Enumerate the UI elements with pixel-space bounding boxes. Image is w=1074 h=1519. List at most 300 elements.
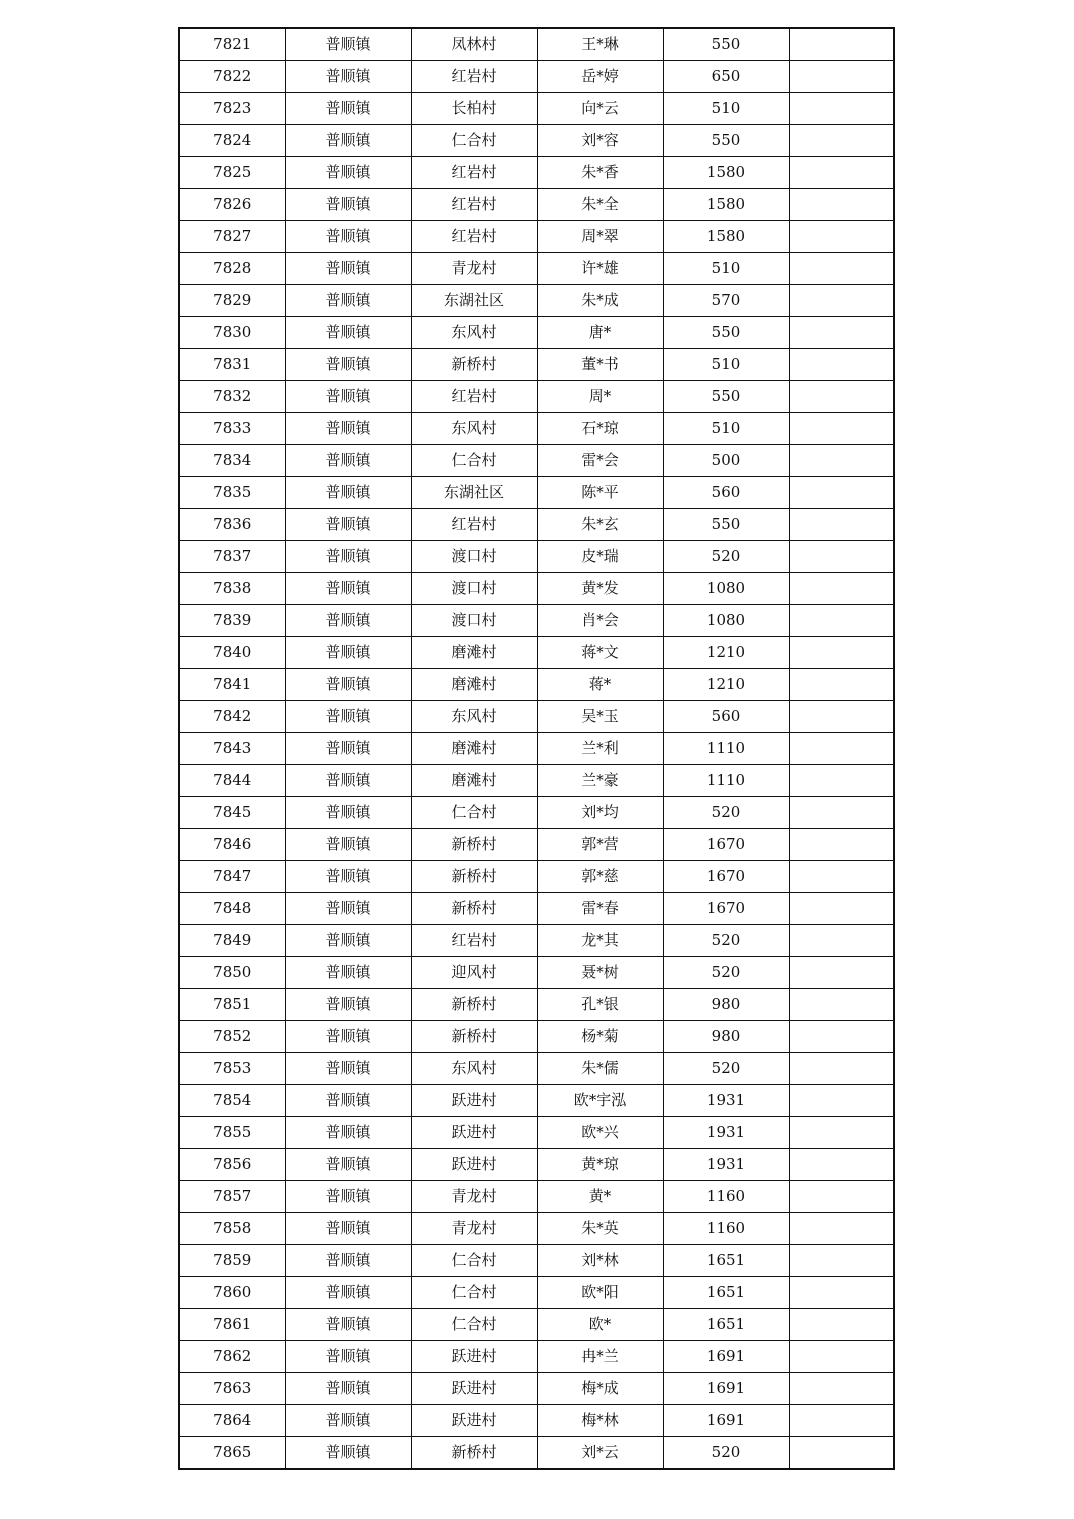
table-row — [179, 1405, 894, 1437]
town-cell: 普顺镇 — [285, 1213, 411, 1245]
town-cell: 普顺镇 — [285, 1085, 411, 1117]
amount-cell: 1160 — [663, 1181, 789, 1213]
town-cell: 普顺镇 — [285, 317, 411, 349]
note-cell — [789, 413, 894, 445]
name-cell: 皮*瑞 — [537, 541, 663, 573]
table-row — [179, 125, 894, 157]
village-cell: 青龙村 — [411, 253, 537, 285]
village-cell: 跃进村 — [411, 1117, 537, 1149]
row-id-cell: 7863 — [179, 1373, 285, 1405]
table-row — [179, 317, 894, 349]
village-cell: 东风村 — [411, 317, 537, 349]
town-cell: 普顺镇 — [285, 701, 411, 733]
town-cell: 普顺镇 — [285, 669, 411, 701]
row-id-cell: 7833 — [179, 413, 285, 445]
name-cell: 欧*宇泓 — [537, 1085, 663, 1117]
table-row — [179, 157, 894, 189]
name-cell: 石*琼 — [537, 413, 663, 445]
row-id-cell: 7860 — [179, 1277, 285, 1309]
table-row — [179, 829, 894, 861]
village-cell: 东湖社区 — [411, 477, 537, 509]
table-body — [179, 28, 894, 1469]
amount-cell: 1651 — [663, 1245, 789, 1277]
amount-cell: 1110 — [663, 733, 789, 765]
table-row — [179, 28, 894, 61]
row-id-cell: 7831 — [179, 349, 285, 381]
table-row — [179, 349, 894, 381]
row-id-cell: 7836 — [179, 509, 285, 541]
note-cell — [789, 541, 894, 573]
village-cell: 新桥村 — [411, 1437, 537, 1470]
name-cell: 龙*其 — [537, 925, 663, 957]
town-cell: 普顺镇 — [285, 1373, 411, 1405]
row-id-cell: 7842 — [179, 701, 285, 733]
row-id-cell: 7849 — [179, 925, 285, 957]
table-row — [179, 1117, 894, 1149]
note-cell — [789, 1213, 894, 1245]
amount-cell: 1210 — [663, 669, 789, 701]
row-id-cell: 7857 — [179, 1181, 285, 1213]
name-cell: 朱*香 — [537, 157, 663, 189]
village-cell: 新桥村 — [411, 989, 537, 1021]
row-id-cell: 7830 — [179, 317, 285, 349]
row-id-cell: 7839 — [179, 605, 285, 637]
town-cell: 普顺镇 — [285, 125, 411, 157]
town-cell: 普顺镇 — [285, 733, 411, 765]
note-cell — [789, 253, 894, 285]
amount-cell: 1110 — [663, 765, 789, 797]
row-id-cell: 7822 — [179, 61, 285, 93]
name-cell: 陈*平 — [537, 477, 663, 509]
town-cell: 普顺镇 — [285, 221, 411, 253]
name-cell: 梅*林 — [537, 1405, 663, 1437]
row-id-cell: 7837 — [179, 541, 285, 573]
name-cell: 岳*婷 — [537, 61, 663, 93]
note-cell — [789, 1021, 894, 1053]
row-id-cell: 7854 — [179, 1085, 285, 1117]
note-cell — [789, 477, 894, 509]
town-cell: 普顺镇 — [285, 93, 411, 125]
row-id-cell: 7853 — [179, 1053, 285, 1085]
row-id-cell: 7859 — [179, 1245, 285, 1277]
amount-cell: 560 — [663, 477, 789, 509]
amount-cell: 1691 — [663, 1341, 789, 1373]
village-cell: 新桥村 — [411, 893, 537, 925]
table-row — [179, 733, 894, 765]
town-cell: 普顺镇 — [285, 637, 411, 669]
note-cell — [789, 957, 894, 989]
amount-cell: 550 — [663, 317, 789, 349]
village-cell: 红岩村 — [411, 157, 537, 189]
village-cell: 红岩村 — [411, 189, 537, 221]
name-cell: 欧* — [537, 1309, 663, 1341]
name-cell: 兰*豪 — [537, 765, 663, 797]
note-cell — [789, 669, 894, 701]
amount-cell: 1691 — [663, 1405, 789, 1437]
record-table — [178, 27, 895, 1470]
town-cell: 普顺镇 — [285, 1053, 411, 1085]
name-cell: 蒋* — [537, 669, 663, 701]
note-cell — [789, 1053, 894, 1085]
note-cell — [789, 285, 894, 317]
note-cell — [789, 28, 894, 61]
amount-cell: 550 — [663, 381, 789, 413]
note-cell — [789, 701, 894, 733]
table-row — [179, 1309, 894, 1341]
village-cell: 仁合村 — [411, 1277, 537, 1309]
note-cell — [789, 1149, 894, 1181]
name-cell: 向*云 — [537, 93, 663, 125]
note-cell — [789, 445, 894, 477]
village-cell: 磨滩村 — [411, 765, 537, 797]
row-id-cell: 7832 — [179, 381, 285, 413]
village-cell: 红岩村 — [411, 221, 537, 253]
row-id-cell: 7844 — [179, 765, 285, 797]
amount-cell: 520 — [663, 541, 789, 573]
town-cell: 普顺镇 — [285, 1181, 411, 1213]
town-cell: 普顺镇 — [285, 1309, 411, 1341]
row-id-cell: 7851 — [179, 989, 285, 1021]
amount-cell: 510 — [663, 349, 789, 381]
name-cell: 朱*儒 — [537, 1053, 663, 1085]
amount-cell: 550 — [663, 125, 789, 157]
amount-cell: 510 — [663, 93, 789, 125]
row-id-cell: 7821 — [179, 28, 285, 61]
amount-cell: 1931 — [663, 1085, 789, 1117]
name-cell: 刘*均 — [537, 797, 663, 829]
name-cell: 朱*英 — [537, 1213, 663, 1245]
amount-cell: 1580 — [663, 221, 789, 253]
name-cell: 雷*会 — [537, 445, 663, 477]
amount-cell: 1580 — [663, 189, 789, 221]
village-cell: 仁合村 — [411, 445, 537, 477]
note-cell — [789, 1309, 894, 1341]
note-cell — [789, 1277, 894, 1309]
name-cell: 冉*兰 — [537, 1341, 663, 1373]
row-id-cell: 7845 — [179, 797, 285, 829]
amount-cell: 1670 — [663, 829, 789, 861]
village-cell: 仁合村 — [411, 797, 537, 829]
village-cell: 红岩村 — [411, 925, 537, 957]
note-cell — [789, 125, 894, 157]
amount-cell: 980 — [663, 989, 789, 1021]
amount-cell: 520 — [663, 797, 789, 829]
note-cell — [789, 573, 894, 605]
row-id-cell: 7848 — [179, 893, 285, 925]
name-cell: 兰*利 — [537, 733, 663, 765]
village-cell: 东湖社区 — [411, 285, 537, 317]
town-cell: 普顺镇 — [285, 157, 411, 189]
village-cell: 青龙村 — [411, 1213, 537, 1245]
note-cell — [789, 989, 894, 1021]
village-cell: 跃进村 — [411, 1341, 537, 1373]
amount-cell: 520 — [663, 1053, 789, 1085]
note-cell — [789, 317, 894, 349]
amount-cell: 520 — [663, 1437, 789, 1470]
table-row — [179, 637, 894, 669]
name-cell: 刘*容 — [537, 125, 663, 157]
table-row — [179, 445, 894, 477]
village-cell: 跃进村 — [411, 1085, 537, 1117]
town-cell: 普顺镇 — [285, 349, 411, 381]
table-row — [179, 1245, 894, 1277]
name-cell: 郭*营 — [537, 829, 663, 861]
table-row — [179, 285, 894, 317]
table-row — [179, 701, 894, 733]
amount-cell: 1080 — [663, 573, 789, 605]
table-row — [179, 189, 894, 221]
village-cell: 磨滩村 — [411, 637, 537, 669]
row-id-cell: 7852 — [179, 1021, 285, 1053]
name-cell: 刘*林 — [537, 1245, 663, 1277]
note-cell — [789, 1373, 894, 1405]
town-cell: 普顺镇 — [285, 1437, 411, 1470]
note-cell — [789, 157, 894, 189]
table-row — [179, 1085, 894, 1117]
table-row — [179, 221, 894, 253]
note-cell — [789, 893, 894, 925]
note-cell — [789, 189, 894, 221]
village-cell: 凤林村 — [411, 28, 537, 61]
name-cell: 黄*琼 — [537, 1149, 663, 1181]
amount-cell: 560 — [663, 701, 789, 733]
village-cell: 新桥村 — [411, 829, 537, 861]
amount-cell: 550 — [663, 28, 789, 61]
village-cell: 东风村 — [411, 1053, 537, 1085]
amount-cell: 510 — [663, 253, 789, 285]
table-row — [179, 1277, 894, 1309]
table-row — [179, 989, 894, 1021]
amount-cell: 1691 — [663, 1373, 789, 1405]
village-cell: 红岩村 — [411, 381, 537, 413]
note-cell — [789, 797, 894, 829]
name-cell: 孔*银 — [537, 989, 663, 1021]
note-cell — [789, 1437, 894, 1470]
town-cell: 普顺镇 — [285, 509, 411, 541]
amount-cell: 1080 — [663, 605, 789, 637]
village-cell: 东风村 — [411, 413, 537, 445]
town-cell: 普顺镇 — [285, 893, 411, 925]
table-row — [179, 765, 894, 797]
name-cell: 杨*菊 — [537, 1021, 663, 1053]
village-cell: 仁合村 — [411, 1309, 537, 1341]
table-row — [179, 477, 894, 509]
village-cell: 磨滩村 — [411, 733, 537, 765]
town-cell: 普顺镇 — [285, 989, 411, 1021]
village-cell: 仁合村 — [411, 125, 537, 157]
name-cell: 蒋*文 — [537, 637, 663, 669]
village-cell: 跃进村 — [411, 1405, 537, 1437]
village-cell: 磨滩村 — [411, 669, 537, 701]
note-cell — [789, 1085, 894, 1117]
note-cell — [789, 93, 894, 125]
note-cell — [789, 221, 894, 253]
note-cell — [789, 861, 894, 893]
name-cell: 朱*玄 — [537, 509, 663, 541]
town-cell: 普顺镇 — [285, 1405, 411, 1437]
table-row — [179, 893, 894, 925]
town-cell: 普顺镇 — [285, 477, 411, 509]
name-cell: 朱*全 — [537, 189, 663, 221]
row-id-cell: 7861 — [179, 1309, 285, 1341]
table-row — [179, 957, 894, 989]
row-id-cell: 7834 — [179, 445, 285, 477]
name-cell: 黄*发 — [537, 573, 663, 605]
note-cell — [789, 61, 894, 93]
note-cell — [789, 509, 894, 541]
note-cell — [789, 1245, 894, 1277]
amount-cell: 1580 — [663, 157, 789, 189]
village-cell: 青龙村 — [411, 1181, 537, 1213]
note-cell — [789, 1181, 894, 1213]
table-row — [179, 669, 894, 701]
village-cell: 东风村 — [411, 701, 537, 733]
note-cell — [789, 637, 894, 669]
village-cell: 迎风村 — [411, 957, 537, 989]
name-cell: 郭*慈 — [537, 861, 663, 893]
name-cell: 黄* — [537, 1181, 663, 1213]
row-id-cell: 7847 — [179, 861, 285, 893]
table-row — [179, 1373, 894, 1405]
table-row — [179, 1341, 894, 1373]
table-row — [179, 573, 894, 605]
amount-cell: 1651 — [663, 1277, 789, 1309]
amount-cell: 1670 — [663, 861, 789, 893]
table-row — [179, 1149, 894, 1181]
note-cell — [789, 349, 894, 381]
row-id-cell: 7865 — [179, 1437, 285, 1470]
amount-cell: 520 — [663, 957, 789, 989]
row-id-cell: 7823 — [179, 93, 285, 125]
name-cell: 周* — [537, 381, 663, 413]
village-cell: 跃进村 — [411, 1149, 537, 1181]
village-cell: 红岩村 — [411, 61, 537, 93]
name-cell: 欧*阳 — [537, 1277, 663, 1309]
table-row — [179, 1053, 894, 1085]
amount-cell: 550 — [663, 509, 789, 541]
note-cell — [789, 1117, 894, 1149]
town-cell: 普顺镇 — [285, 28, 411, 61]
village-cell: 长柏村 — [411, 93, 537, 125]
row-id-cell: 7864 — [179, 1405, 285, 1437]
name-cell: 周*翠 — [537, 221, 663, 253]
town-cell: 普顺镇 — [285, 1341, 411, 1373]
town-cell: 普顺镇 — [285, 445, 411, 477]
row-id-cell: 7843 — [179, 733, 285, 765]
town-cell: 普顺镇 — [285, 1277, 411, 1309]
row-id-cell: 7835 — [179, 477, 285, 509]
row-id-cell: 7829 — [179, 285, 285, 317]
table-row — [179, 605, 894, 637]
village-cell: 仁合村 — [411, 1245, 537, 1277]
amount-cell: 1670 — [663, 893, 789, 925]
name-cell: 吴*玉 — [537, 701, 663, 733]
town-cell: 普顺镇 — [285, 285, 411, 317]
name-cell: 许*雄 — [537, 253, 663, 285]
name-cell: 欧*兴 — [537, 1117, 663, 1149]
note-cell — [789, 925, 894, 957]
amount-cell: 650 — [663, 61, 789, 93]
row-id-cell: 7824 — [179, 125, 285, 157]
row-id-cell: 7825 — [179, 157, 285, 189]
row-id-cell: 7840 — [179, 637, 285, 669]
amount-cell: 1651 — [663, 1309, 789, 1341]
name-cell: 董*书 — [537, 349, 663, 381]
town-cell: 普顺镇 — [285, 605, 411, 637]
row-id-cell: 7841 — [179, 669, 285, 701]
row-id-cell: 7856 — [179, 1149, 285, 1181]
note-cell — [789, 1405, 894, 1437]
table-row — [179, 381, 894, 413]
note-cell — [789, 733, 894, 765]
row-id-cell: 7828 — [179, 253, 285, 285]
amount-cell: 980 — [663, 1021, 789, 1053]
amount-cell: 1931 — [663, 1117, 789, 1149]
note-cell — [789, 765, 894, 797]
town-cell: 普顺镇 — [285, 829, 411, 861]
row-id-cell: 7838 — [179, 573, 285, 605]
town-cell: 普顺镇 — [285, 413, 411, 445]
table-row — [179, 925, 894, 957]
row-id-cell: 7850 — [179, 957, 285, 989]
town-cell: 普顺镇 — [285, 797, 411, 829]
village-cell: 渡口村 — [411, 605, 537, 637]
town-cell: 普顺镇 — [285, 253, 411, 285]
amount-cell: 1160 — [663, 1213, 789, 1245]
note-cell — [789, 1341, 894, 1373]
village-cell: 新桥村 — [411, 1021, 537, 1053]
town-cell: 普顺镇 — [285, 957, 411, 989]
row-id-cell: 7855 — [179, 1117, 285, 1149]
village-cell: 新桥村 — [411, 349, 537, 381]
amount-cell: 520 — [663, 925, 789, 957]
town-cell: 普顺镇 — [285, 1245, 411, 1277]
town-cell: 普顺镇 — [285, 61, 411, 93]
name-cell: 王*琳 — [537, 28, 663, 61]
row-id-cell: 7826 — [179, 189, 285, 221]
table-row — [179, 797, 894, 829]
name-cell: 朱*成 — [537, 285, 663, 317]
name-cell: 肖*会 — [537, 605, 663, 637]
amount-cell: 510 — [663, 413, 789, 445]
amount-cell: 570 — [663, 285, 789, 317]
name-cell: 梅*成 — [537, 1373, 663, 1405]
row-id-cell: 7846 — [179, 829, 285, 861]
village-cell: 渡口村 — [411, 573, 537, 605]
table-row — [179, 61, 894, 93]
town-cell: 普顺镇 — [285, 189, 411, 221]
table-row — [179, 509, 894, 541]
village-cell: 新桥村 — [411, 861, 537, 893]
table-row — [179, 1181, 894, 1213]
town-cell: 普顺镇 — [285, 925, 411, 957]
amount-cell: 500 — [663, 445, 789, 477]
town-cell: 普顺镇 — [285, 1021, 411, 1053]
row-id-cell: 7858 — [179, 1213, 285, 1245]
table-row — [179, 413, 894, 445]
amount-cell: 1931 — [663, 1149, 789, 1181]
name-cell: 唐* — [537, 317, 663, 349]
table-row — [179, 861, 894, 893]
town-cell: 普顺镇 — [285, 765, 411, 797]
name-cell: 雷*春 — [537, 893, 663, 925]
table-row — [179, 1437, 894, 1470]
note-cell — [789, 829, 894, 861]
town-cell: 普顺镇 — [285, 381, 411, 413]
table-row — [179, 1213, 894, 1245]
town-cell: 普顺镇 — [285, 861, 411, 893]
town-cell: 普顺镇 — [285, 573, 411, 605]
